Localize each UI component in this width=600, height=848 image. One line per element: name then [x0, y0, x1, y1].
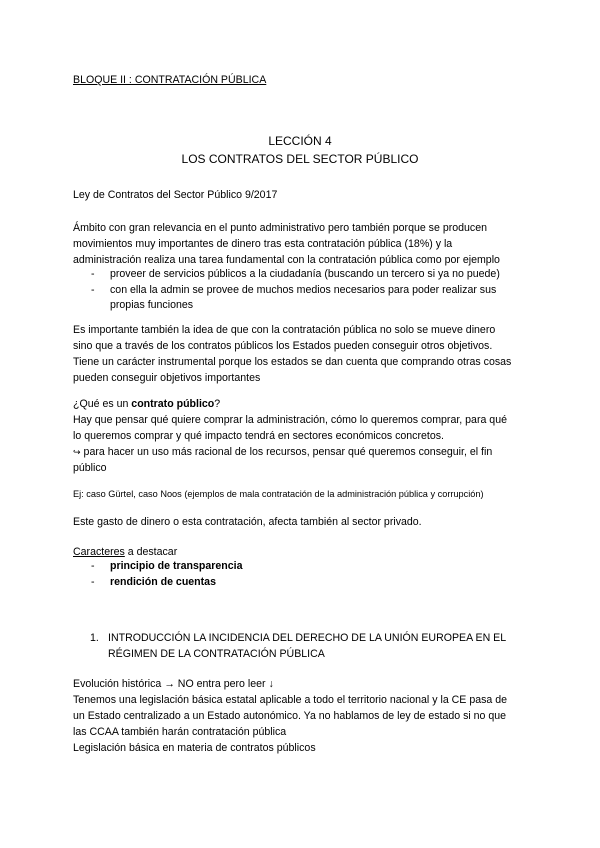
arrow-text: para hacer un uso más racional de los recursos, pensar qué queremos conseguir, el fin — [83, 446, 493, 458]
bullet-marker: - — [91, 560, 95, 572]
paragraph-line: Tiene un carácter instrumental porque los estados se dan cuenta que comprando otras cosas — [73, 356, 512, 368]
bullet-item: proveer de servicios públicos a la ciudadanía (buscando un tercero si ya no puede) — [110, 268, 500, 280]
paragraph-line: movimientos muy importantes de dinero tras esta contratación pública (18%) y la — [73, 238, 453, 250]
bullet-marker: - — [91, 284, 95, 296]
paragraph-line: pueden conseguir objetivos importantes — [73, 372, 261, 384]
question-prefix: ¿Qué es un — [73, 398, 132, 410]
lesson-number: LECCIÓN 4 — [268, 134, 332, 148]
bullet-marker: - — [91, 268, 95, 280]
paragraph-line: administración realiza una tarea fundamental con la contratación pública como por ejemplo — [73, 254, 500, 266]
paragraph-line: un Estado centralizado a un Estado autonómico. Ya no hablamos de ley de estado si no que — [73, 710, 507, 722]
bullet-marker: - — [91, 576, 95, 588]
paragraph-line: Ámbito con gran relevancia en el punto administrativo pero también porque se producen — [73, 222, 487, 234]
question-heading — [73, 396, 220, 413]
bullet-item: principio de transparencia — [110, 560, 243, 572]
paragraph-line: Este gasto de dinero o esta contratación, afecta también al sector privado. — [73, 516, 422, 528]
bullet-item: rendición de cuentas — [110, 576, 216, 588]
section-title-cont: RÉGIMEN DE LA CONTRATACIÓN PÚBLICA — [108, 648, 325, 660]
question-suffix: ? — [214, 398, 221, 410]
section-title: INTRODUCCIÓN LA INCIDENCIA DEL DERECHO DE LA UNIÓN EUROPEA EN EL — [108, 632, 507, 644]
paragraph-line: Tenemos una legislación básica estatal aplicable a todo el territorio nacional y la CE pasa de — [73, 694, 508, 706]
bloque-header: BLOQUE II : CONTRATACIÓN PÚBLICA — [73, 74, 267, 86]
section-number: 1. — [90, 632, 99, 644]
example-note: Ej: caso Gürtel, caso Noos (ejemplos de mala contratación de la administración pública y corrupción) — [73, 489, 484, 499]
caracteres-rest: a destacar — [124, 546, 178, 558]
bullet-item-cont: propias funciones — [110, 299, 194, 311]
caracteres-underlined: Caracteres — [73, 546, 125, 558]
paragraph-line: las CCAA también harán contratación pública — [73, 726, 287, 738]
question-bold: contrato público — [131, 398, 215, 410]
lesson-title: LOS CONTRATOS DEL SECTOR PÚBLICO — [181, 152, 419, 166]
bullet-item: con ella la admin se provee de muchos medios necesarios para poder realizar sus — [110, 284, 497, 296]
paragraph-line: Es importante también la idea de que con la contratación pública no solo se mueve dinero — [73, 324, 496, 336]
law-reference: Ley de Contratos del Sector Público 9/2017 — [73, 189, 278, 201]
paragraph-line: Hay que pensar qué quiere comprar la administración, cómo lo queremos comprar, para qué — [73, 414, 507, 426]
paragraph-line: público — [73, 462, 107, 474]
paragraph-line: Legislación básica en materia de contratos públicos — [73, 742, 316, 754]
evolucion-heading: Evolución histórica → NO entra pero leer ↓ — [73, 678, 274, 690]
paragraph-line: lo queremos comprar y qué impacto tendrá en sectores económicos concretos. — [73, 430, 444, 442]
arrow-line — [73, 444, 492, 461]
paragraph-line: sino que a través de los contratos públicos los Estados pueden conseguir otros objetivos. — [73, 340, 493, 352]
hook-arrow-icon: ↪ — [73, 447, 81, 457]
